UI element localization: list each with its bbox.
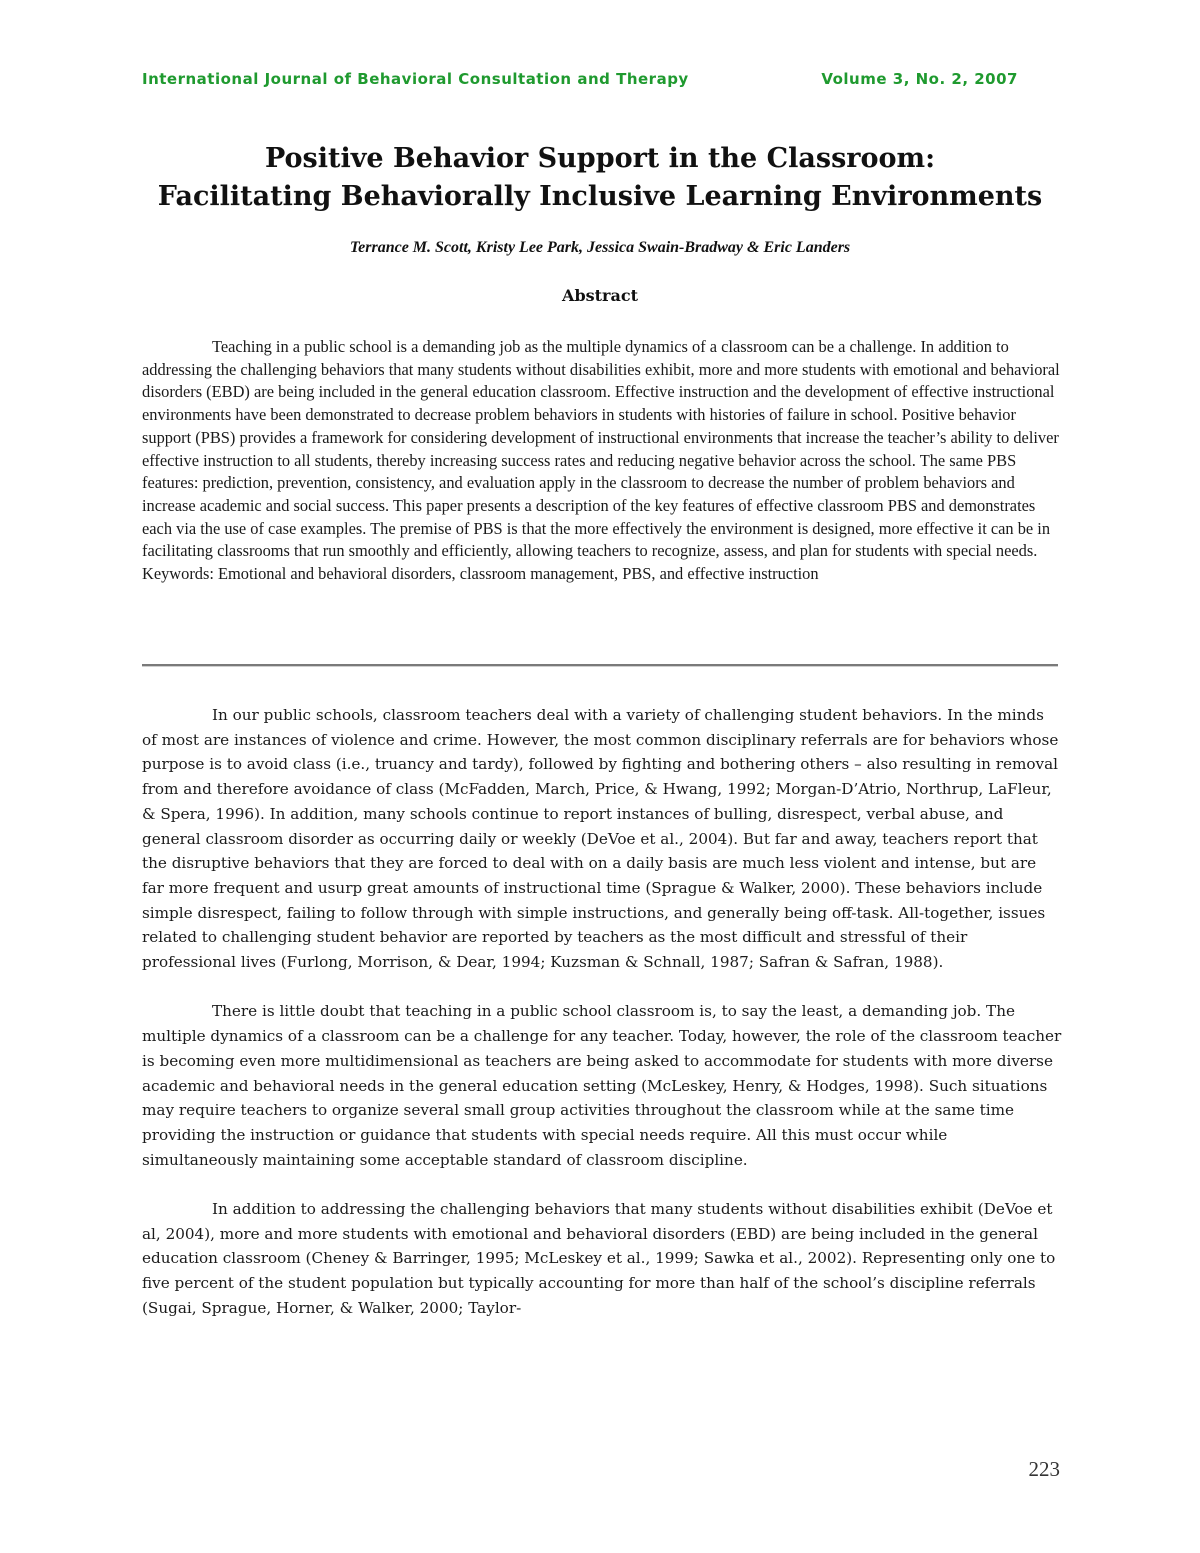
title-line-1: Positive Behavior Support in the Classroom: <box>264 143 936 174</box>
volume-info: Volume 3, No. 2, 2007 <box>821 70 1018 88</box>
abstract-text: Teaching in a public school is a demanding job as the multiple dynamics of a classroom can be a challenge. In addition to addressing the challenging behaviors that many students without disabilities exhibit, more and more students with emotional and behavioral disorders (EBD) are being included in the general education classroom. Effective instruction and the development of effective instructional environments have been demonstrated to decrease problem behaviors in students with histories of failure in school. Positive behavior support (PBS) provides a framework for considering development of instructional environments that increase the teacher’s ability to deliver effective instruction to all students, thereby increasing success rates and reducing negative behavior across the school. The same PBS features: prediction, prevention, consistency, and evaluation apply in the classroom to decrease the number of problem behaviors and increase academic and social success. This paper presents a description of the key features of effective classroom PBS and demonstrates each via the use of case examples. The premise of PBS is that the more effectively the environment is designed, more effective it can be in facilitating classrooms that run smoothly and efficiently, allowing teachers to recognize, assess, and plan for students with special needs. <box>142 337 1060 561</box>
body-text <box>142 703 1062 1345</box>
abstract-heading: Abstract <box>562 286 638 305</box>
journal-name: International Journal of Behavioral Consultation and Therapy <box>142 70 689 88</box>
body-paragraph: In our public schools, classroom teachers deal with a variety of challenging student behaviors. In the minds of most are instances of violence and crime. However, the most common disciplinary referrals are for behaviors whose purpose is to avoid class (i.e., truancy and tardy), followed by fighting and bothering others – also resulting in removal from and therefore avoidance of class (McFadden, March, Price, & Hwang, 1992; Morgan-D’Atrio, Northrup, LaFleur, & Spera, 1996). In addition, many schools continue to report instances of bulling, disrespect, verbal abuse, and general classroom disorder as occurring daily or weekly (DeVoe et al., 2004). But far and away, teachers report that the disruptive behaviors that they are forced to deal with on a daily basis are much less violent and intense, but are far more frequent and usurp great amounts of instructional time (Sprague & Walker, 2000). These behaviors include simple disrespect, failing to follow through with simple instructions, and generally being off-task. All-together, issues related to challenging student behavior are reported by teachers as the most difficult and stressful of their professional lives (Furlong, Morrison, & Dear, 1994; Kuzsman & Schnall, 1987; Safran & Safran, 1988). <box>142 706 1059 972</box>
section-divider <box>142 664 1058 667</box>
keywords: Keywords: Emotional and behavioral disorders, classroom management, PBS, and effective instruction <box>142 564 819 584</box>
article-title <box>100 140 1100 216</box>
page-number: 223 <box>1028 1457 1060 1481</box>
body-paragraph: There is little doubt that teaching in a public school classroom is, to say the least, a demanding job. The multiple dynamics of a classroom can be a challenge for any teacher. Today, however, the role of the classroom teacher is becoming even more multidimensional as teachers are being asked to accommodate for students with more diverse academic and behavioral needs in the general education setting (McLeskey, Henry, & Hodges, 1998). Such situations may require teachers to organize several small group activities throughout the classroom while at the same time providing the instruction or guidance that students with special needs require. All this must occur while simultaneously maintaining some acceptable standard of classroom discipline. <box>142 1002 1062 1169</box>
body-paragraph: In addition to addressing the challenging behaviors that many students without disabilities exhibit (DeVoe et al, 2004), more and more students with emotional and behavioral disorders (EBD) are being included in the general education classroom (Cheney & Barringer, 1995; McLeskey et al., 1999; Sawka et al., 2002). Representing only one to five percent of the student population but typically accounting for more than half of the school’s discipline referrals (Sugai, Sprague, Horner, & Walker, 2000; Taylor- <box>142 1200 1056 1317</box>
abstract-section <box>142 336 1060 586</box>
running-header <box>142 70 1018 88</box>
title-line-2: Facilitating Behaviorally Inclusive Learning Environments <box>157 181 1043 212</box>
author-list: Terrance M. Scott, Kristy Lee Park, Jessica Swain-Bradway & Eric Landers <box>349 239 851 256</box>
